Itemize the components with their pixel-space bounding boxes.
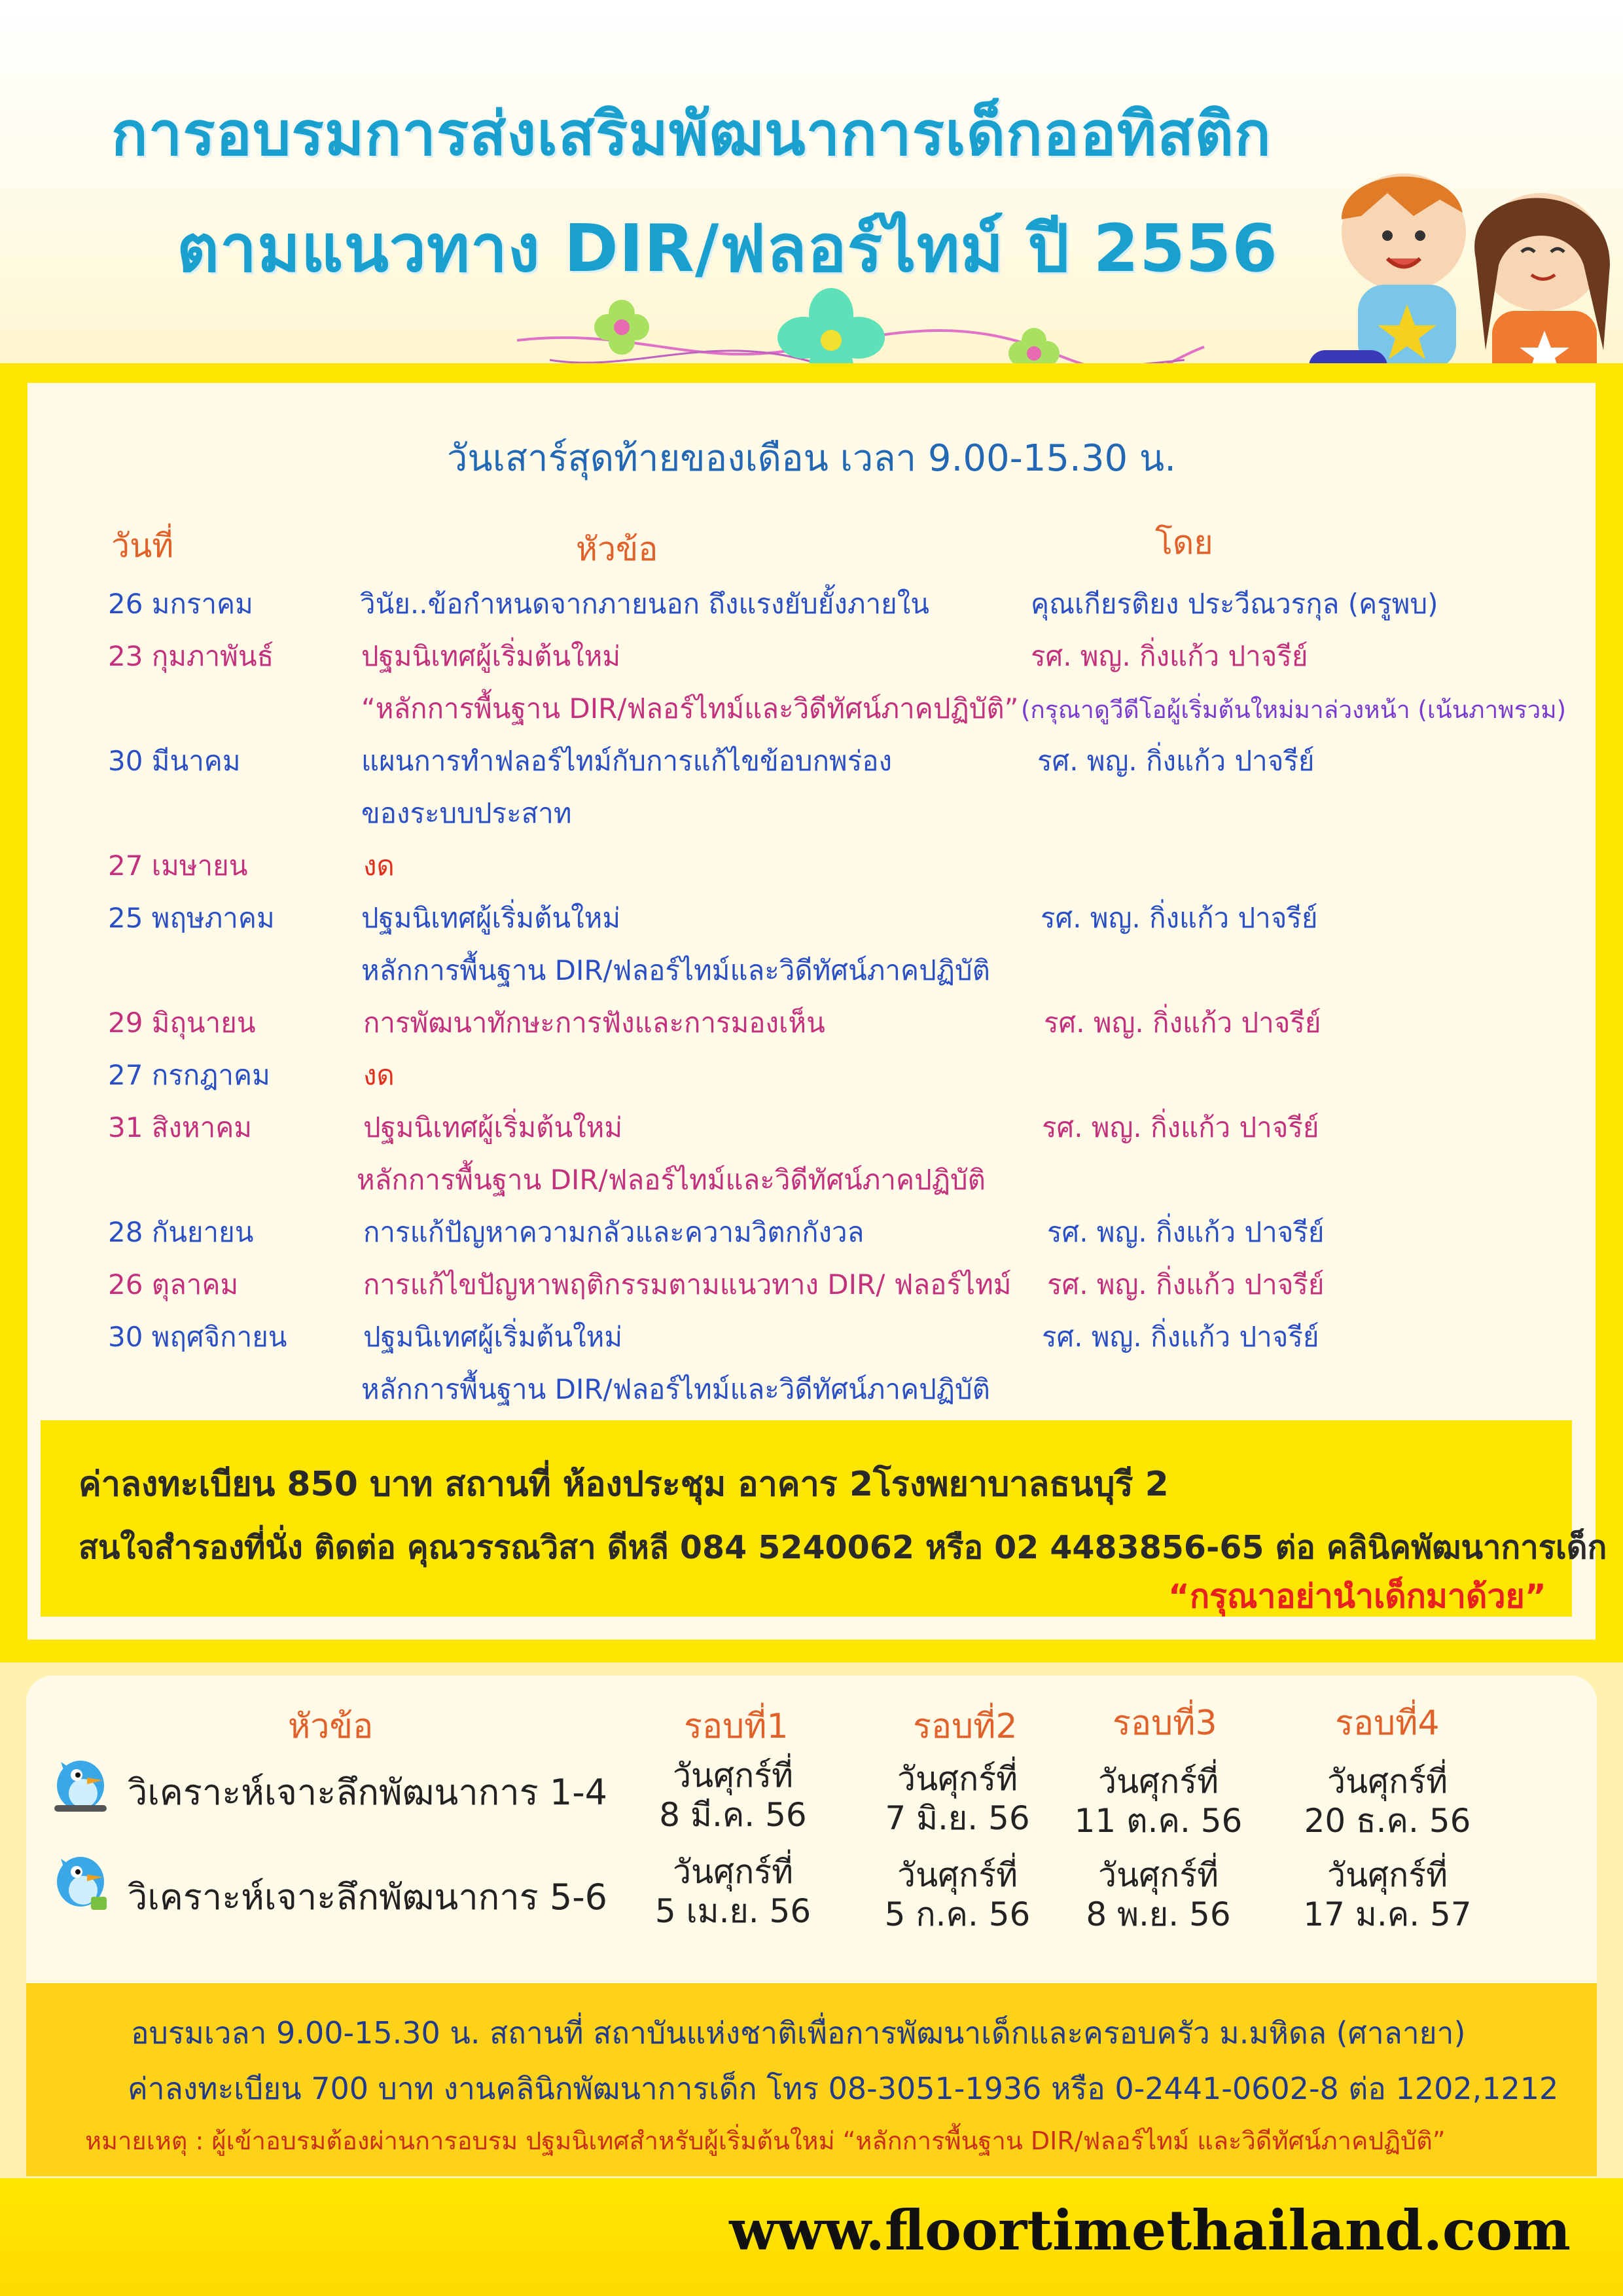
website-link[interactable]: www.floortimethailand.com <box>729 2198 1571 2263</box>
course-date-cell <box>1054 1856 1263 1934</box>
row-by: รศ. พญ. กิ่งแก้ว ปาจรีย์ <box>1041 902 1318 934</box>
row-topic: ของระบบประสาท <box>361 797 572 829</box>
row-date: 29 มิถุนายน <box>108 1007 256 1039</box>
date-value: 17 ม.ค. 57 <box>1303 1895 1472 1933</box>
row-date: 27 กรกฎาคม <box>108 1059 270 1091</box>
row-by: (กรุณาดูวีดีโอผู้เริ่มต้นใหม่มาล่วงหน้า (เน้นภาพรวม) <box>1021 696 1567 724</box>
workshop-header-round4: รอบที่4 <box>1335 1704 1440 1743</box>
workshop-header-topic: หัวข้อ <box>288 1707 374 1746</box>
date-weekday: วันศุกร์ที่ <box>1327 1763 1448 1801</box>
date-weekday: วันศุกร์ที่ <box>1097 1763 1219 1801</box>
row-date: 23 กุมภาพันธ์ <box>108 640 274 672</box>
row-by: คุณเกียรติยง ประวีณวรกุล (ครูพบ) <box>1031 588 1438 620</box>
row-topic: การพัฒนาทักษะการฟังและการมองเห็น <box>363 1007 825 1039</box>
row-by: รศ. พญ. กิ่งแก้ว ปาจรีย์ <box>1031 640 1308 672</box>
column-header-by: โดย <box>1155 524 1213 562</box>
row-topic: “หลักการพื้นฐาน DIR/ฟลอร์ไทม์และวิดีทัศน์ภาคปฏิบัติ” <box>361 692 1019 725</box>
workshop-note: หมายเหตุ : ผู้เข้าอบรมต้องผ่านการอบรม ปฐมนิเทศสำหรับผู้เริ่มต้นใหม่ “หลักการพื้นฐาน DIR/ฟลอร์ไทม์ และวิดีทัศน์ภาคปฏิบัติ” <box>85 2126 1446 2155</box>
workshop-header-round1: รอบที่1 <box>684 1707 789 1746</box>
poster-title-line1: การอบรมการส่งเสริมพัฒนาการเด็กออทิสติก <box>111 99 1272 169</box>
registration-fee-line: ค่าลงทะเบียน 850 บาท สถานที่ ห้องประชุม อาคาร 2โรงพยาบาลธนบุรี 2 <box>79 1465 1169 1504</box>
course-date-cell <box>628 1756 838 1835</box>
row-topic: หลักการพื้นฐาน DIR/ฟลอร์ไทม์และวิดีทัศน์ภาคปฏิบัติ <box>361 954 990 986</box>
course-name: วิเคราะห์เจาะลึกพัฒนาการ 5-6 <box>128 1876 608 1918</box>
row-topic: ปฐมนิเทศผู้เริ่มต้นใหม่ <box>361 902 621 934</box>
row-by: รศ. พญ. กิ่งแก้ว ปาจรีย์ <box>1042 1321 1319 1353</box>
date-weekday: วันศุกร์ที่ <box>1327 1856 1448 1894</box>
row-date: 28 กันยายน <box>108 1216 254 1248</box>
course-name: วิเคราะห์เจาะลึกพัฒนาการ 1-4 <box>128 1772 608 1813</box>
workshop-header-round2: รอบที่2 <box>913 1707 1018 1746</box>
row-by: รศ. พญ. กิ่งแก้ว ปาจรีย์ <box>1047 1216 1325 1248</box>
date-value: 5 ก.ค. 56 <box>884 1895 1031 1933</box>
row-topic: งด <box>363 1059 395 1091</box>
date-value: 8 พ.ย. 56 <box>1086 1895 1231 1933</box>
row-date: 30 พฤศจิกายน <box>108 1321 287 1353</box>
row-topic: ปฐมนิเทศผู้เริ่มต้นใหม่ <box>363 1111 623 1143</box>
registration-contact-line: สนใจสำรองที่นั่ง ติดต่อ คุณวรรณวิสา ดีหลี 084 5240062 หรือ 02 4483856-65 ต่อ คลินิคพัฒนาการเด็ก <box>79 1529 1607 1566</box>
schedule-heading: วันเสาร์สุดท้ายของเดือน เวลา 9.00-15.30 น. <box>446 437 1176 480</box>
course-date-cell <box>853 1759 1062 1838</box>
row-topic: หลักการพื้นฐาน DIR/ฟลอร์ไทม์และวิดีทัศน์ภาคปฏิบัติ <box>361 1373 990 1405</box>
poster-title-line2: ตามแนวทาง DIR/ฟลอร์ไทม์ ปี 2556 <box>177 210 1278 287</box>
row-by: รศ. พญ. กิ่งแก้ว ปาจรีย์ <box>1042 1111 1319 1143</box>
workshop-time-venue: อบรมเวลา 9.00-15.30 น. สถานที่ สถาบันแห่งชาติเพื่อการพัฒนาเด็กและครอบครัว ม.มหิดล (ศาลายา) <box>131 2015 1466 2051</box>
course-date-cell <box>628 1852 838 1931</box>
row-by: รศ. พญ. กิ่งแก้ว ปาจรีย์ <box>1047 1268 1325 1300</box>
row-date: 25 พฤษภาคม <box>108 902 275 934</box>
row-topic: ปฐมนิเทศผู้เริ่มต้นใหม่ <box>361 640 621 672</box>
date-value: 5 เม.ย. 56 <box>654 1892 812 1930</box>
column-header-topic: หัวข้อ <box>576 530 658 568</box>
date-value: 7 มิ.ย. 56 <box>885 1799 1030 1837</box>
course-date-cell <box>853 1856 1062 1934</box>
row-by: รศ. พญ. กิ่งแก้ว ปาจรีย์ <box>1037 745 1315 777</box>
date-value: 8 มี.ค. 56 <box>659 1796 807 1834</box>
workshop-fee-contact: ค่าลงทะเบียน 700 บาท งานคลินิกพัฒนาการเด็ก โทร 08-3051-1936 หรือ 0-2441-0602-8 ต่อ 1202,1212 <box>128 2071 1559 2106</box>
date-value: 20 ธ.ค. 56 <box>1304 1802 1471 1840</box>
course-date-cell <box>1054 1762 1263 1840</box>
row-date: 26 ตุลาคม <box>108 1268 239 1300</box>
date-weekday: วันศุกร์ที่ <box>672 1757 794 1795</box>
date-weekday: วันศุกร์ที่ <box>897 1760 1018 1798</box>
row-topic: แผนการทำฟลอร์ไทม์กับการแก้ไขข้อบกพร่อง <box>361 745 892 777</box>
date-weekday: วันศุกร์ที่ <box>672 1853 794 1891</box>
row-date: 26 มกราคม <box>108 588 253 620</box>
date-value: 11 ต.ค. 56 <box>1074 1802 1243 1840</box>
bird-icon <box>49 1846 115 1918</box>
row-topic: ปฐมนิเทศผู้เริ่มต้นใหม่ <box>363 1321 623 1353</box>
row-topic: งด <box>363 850 395 882</box>
row-date: 30 มีนาคม <box>108 745 241 777</box>
registration-note: “กรุณาอย่านำเด็กมาด้วย” <box>1168 1577 1546 1615</box>
row-topic: หลักการพื้นฐาน DIR/ฟลอร์ไทม์และวิดีทัศน์ภาคปฏิบัติ <box>357 1164 986 1196</box>
row-topic: การแก้ไขปัญหาพฤติกรรมตามแนวทาง DIR/ ฟลอร์ไทม์ <box>363 1268 1012 1300</box>
column-header-date: วันที่ <box>111 527 174 565</box>
row-date: 31 สิงหาคม <box>108 1111 252 1143</box>
row-topic: การแก้ปัญหาความกลัวและความวิตกกังวล <box>363 1216 865 1248</box>
row-date: 27 เมษายน <box>108 850 248 882</box>
row-topic: วินัย..ข้อกำหนดจากภายนอก ถึงแรงยับยั้งภายใน <box>360 588 930 620</box>
date-weekday: วันศุกร์ที่ <box>897 1856 1018 1894</box>
bird-icon <box>49 1748 115 1820</box>
row-by: รศ. พญ. กิ่งแก้ว ปาจรีย์ <box>1044 1007 1321 1039</box>
course-date-cell <box>1283 1762 1492 1840</box>
workshop-header-round3: รอบที่3 <box>1113 1704 1217 1743</box>
date-weekday: วันศุกร์ที่ <box>1097 1856 1219 1894</box>
course-date-cell <box>1283 1856 1492 1934</box>
